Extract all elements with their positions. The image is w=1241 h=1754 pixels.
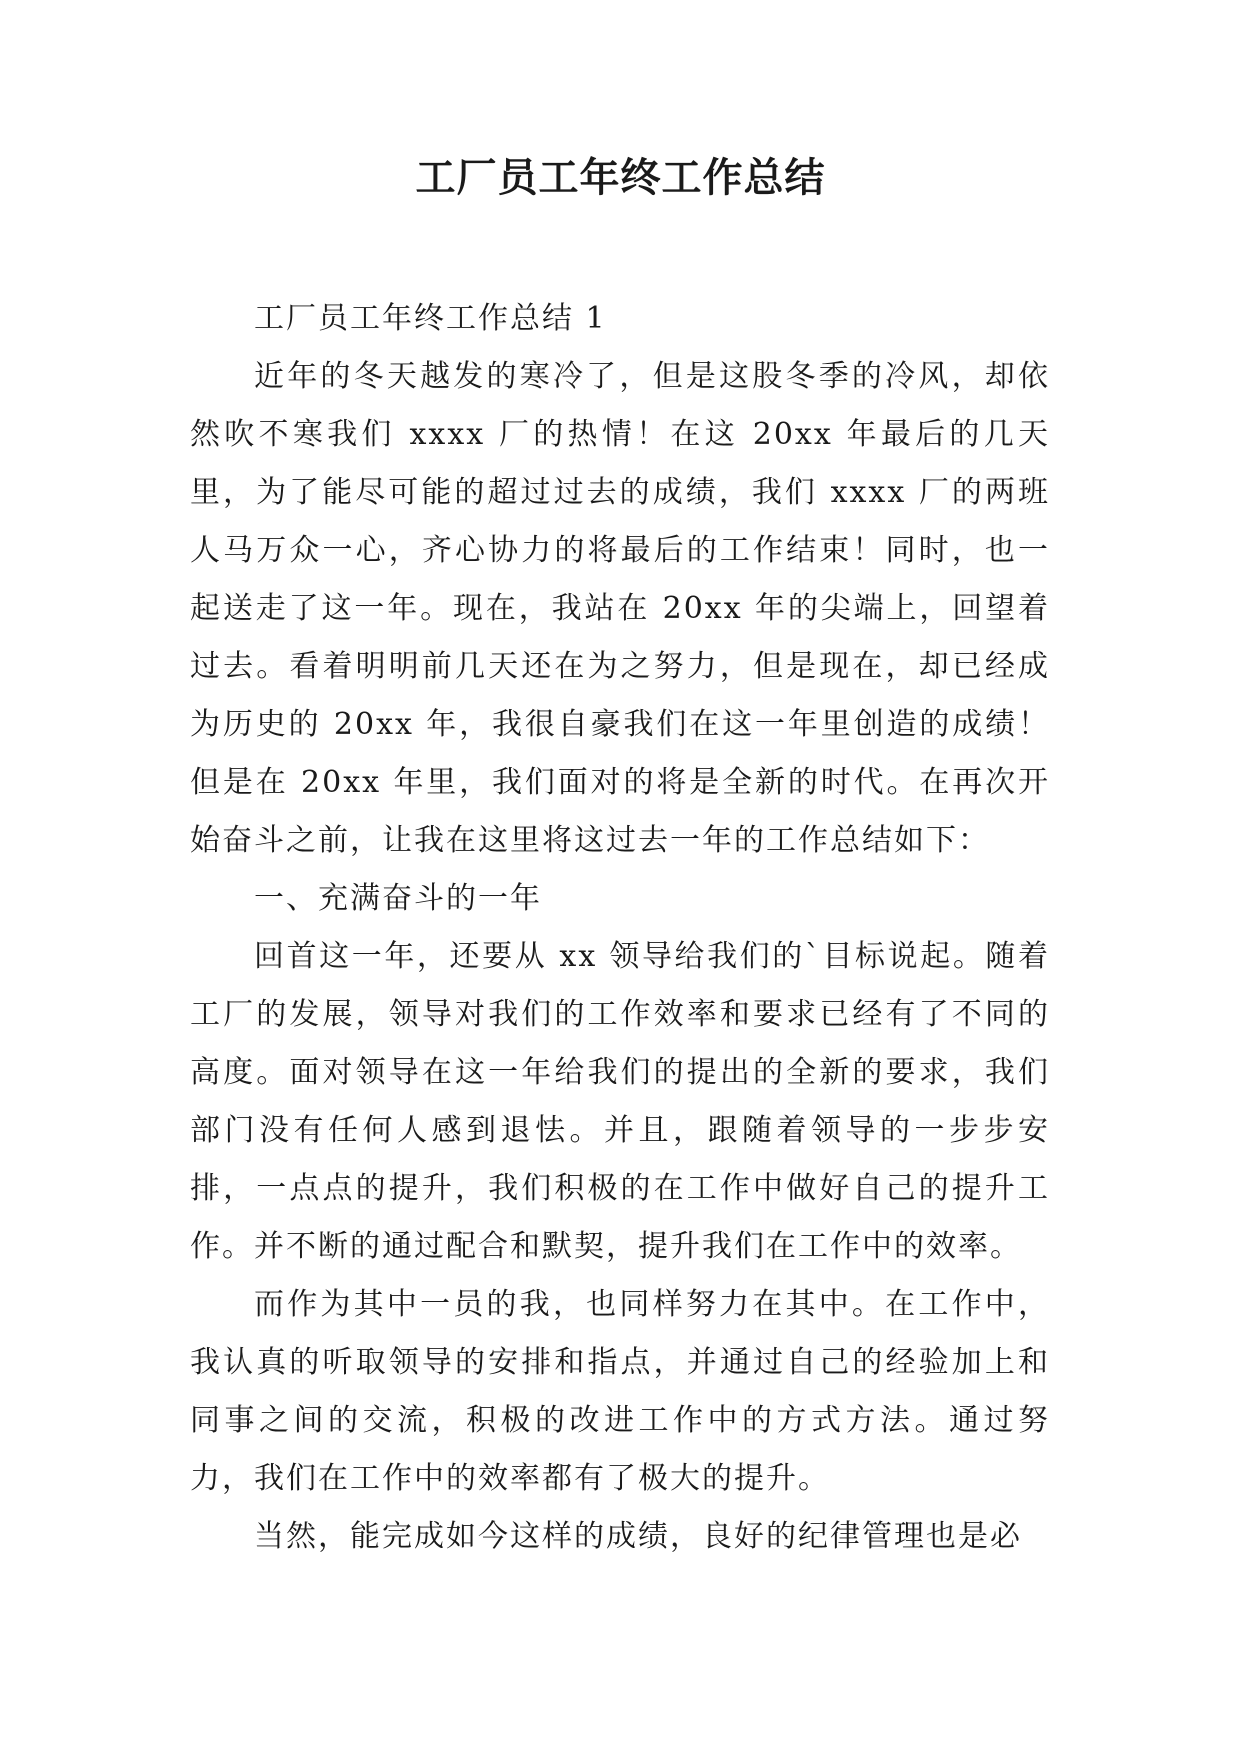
- paragraph: 近年的冬天越发的寒冷了，但是这股冬季的冷风，却依然吹不寒我们 xxxx 厂的热情！在这 20xx 年最后的几天里，为了能尽可能的超过过去的成绩，我们 xxxx 厂的两班人马万众一心，齐心协力的将最后的工作结束！同时，也一起送走了这一年。现在，我站在 20xx 年的尖端上，回望着过去。看着明明前几天还在为之努力，但是现在，却已经成为历史的 20xx 年，我很自豪我们在这一年里创造的成绩！但是在 20xx 年里，我们面对的将是全新的时代。在再次开始奋斗之前，让我在这里将这过去一年的工作总结如下：: [190, 359, 1050, 858]
- paragraph: 而作为其中一员的我，也同样努力在其中。在工作中，我认真的听取领导的安排和指点，并通过自己的经验加上和同事之间的交流，积极的改进工作中的方式方法。通过努力，我们在工作中的效率都有了极大的提升。: [190, 1287, 1050, 1496]
- document-title: 工厂员工年终工作总结: [415, 155, 826, 201]
- document-body: [190, 290, 1050, 1566]
- paragraph: 当然，能完成如今这样的成绩，良好的纪律管理也是必: [254, 1519, 1022, 1554]
- paragraph: 回首这一年，还要从 xx 领导给我们的`目标说起。随着工厂的发展，领导对我们的工作效率和要求已经有了不同的高度。面对领导在这一年给我们的提出的全新的要求，我们部门没有任何人感到退怯。并且，跟随着领导的一步步安排，一点点的提升，我们积极的在工作中做好自己的提升工作。并不断的通过配合和默契，提升我们在工作中的效率。: [190, 939, 1050, 1264]
- subsection-heading: 一、充满奋斗的一年: [254, 881, 542, 916]
- section-heading: 工厂员工年终工作总结 1: [254, 301, 607, 336]
